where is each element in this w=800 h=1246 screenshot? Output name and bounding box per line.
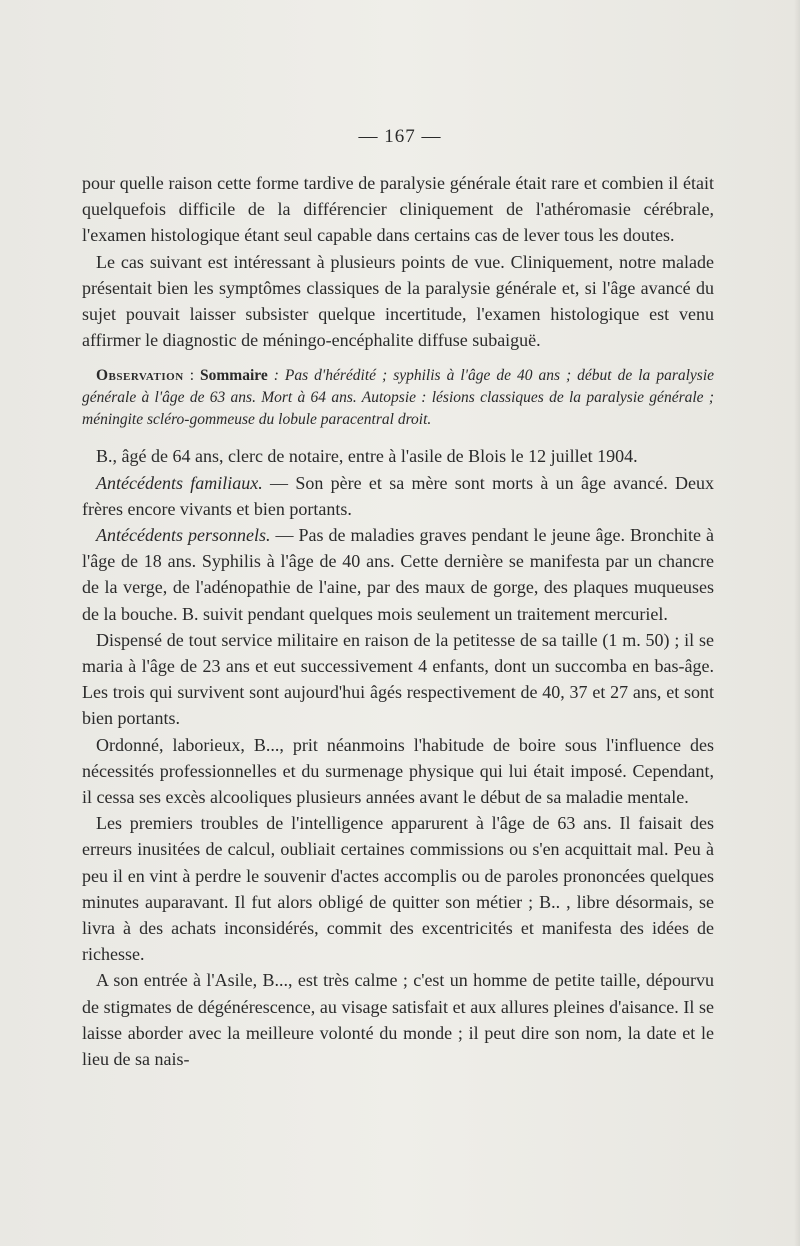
observation-summary (82, 365, 714, 431)
sommaire-label: Sommaire (200, 367, 268, 385)
page-text (82, 170, 714, 1072)
paragraph-case-entry: B., âgé de 64 ans, clerc de notaire, entre à l'asile de Blois le 12 juillet 1904. (96, 446, 638, 467)
intro-section (82, 170, 714, 353)
page-edge-shadow (794, 0, 800, 1246)
paragraph-first-troubles: Les premiers troubles de l'intelligence apparurent à l'âge de 63 ans. Il faisait des erreurs inusitées de calcul, oubliait certaines commissions ou s'en acquittait mal. Peu à peu il en vint à perdre le souvenir d'actes accomplis ou de paroles prononcées quelques minutes auparavant. Il fut alors obligé de quitter son métier ; B.. , libre désormais, se livra à des achats inconsidérés, commit des excentricités et manifesta des idées de richesse. (82, 813, 714, 965)
paragraph-intro-2: Le cas suivant est intéressant à plusieurs points de vue. Cliniquement, notre malade présentait bien les symptômes classiques de la paralysie générale et, si l'âge avancé du sujet pouvait laisser subsister quelque incertitude, l'examen histologique est venu affirmer le diagnostic de méningo-encéphalite diffuse subaiguë. (82, 251, 714, 351)
observation-label: Observation (96, 367, 184, 385)
family-history-label: Antécédents familiaux. (96, 472, 263, 493)
paragraph-intro-1: pour quelle raison cette forme tardive de paralysie générale était rare et combien il était quelquefois difficile de la différencier cliniquement de l'athéromasie cérébrale, l'examen histologique étant seul capable dans certains cas de lever tous les doutes. (82, 173, 714, 246)
sommaire-text: : Pas d'hérédité ; syphilis à l'âge de 40 ans ; début de la paralysie générale à l'âge de 63 ans. Mort à 64 ans. Autopsie : lésions classiques de la paralysie générale ; méningite scléro-gommeuse du lobule paracentral droit. (82, 367, 714, 429)
personal-history-label: Antécédents personnels. (96, 525, 271, 546)
case-section (82, 443, 714, 1072)
paragraph-admission: A son entrée à l'Asile, B..., est très calme ; c'est un homme de petite taille, dépourvu de stigmates de dégénérescence, au visage satisfait et aux allures pleines d'aisance. Il se laisse aborder avec la meilleure volonté du monde ; il peut dire son nom, la date et le lieu de sa nais- (82, 970, 714, 1070)
family-history-text: — Son père et sa mère sont morts à un âge avancé. Deux frères encore vivants et bien portants. (82, 472, 714, 519)
paragraph-habits: Ordonné, laborieux, B..., prit néanmoins l'habitude de boire sous l'influence des nécessités professionnelles et du surmenage physique qui lui était imposé. Cependant, il cessa ses excès alcooliques plusieurs années avant le début de sa maladie mentale. (82, 734, 714, 808)
page-number: — 167 — (358, 126, 442, 147)
paragraph-personal-history (82, 522, 714, 627)
paragraph-military: Dispensé de tout service militaire en raison de la petitesse de sa taille (1 m. 50) ; il se maria à l'âge de 23 ans et eut successivement 4 enfants, dont un succomba en bas-âge. Les trois qui survivent sont aujourd'hui âgés respectivement de 40, 37 et 27 ans, et sont bien portants. (82, 629, 714, 729)
personal-history-text: — Pas de maladies graves pendant le jeune âge. Bronchite à l'âge de 18 ans. Syphilis à l'âge de 40 ans. Cette dernière se manifesta par un chancre de la verge, de l'adénopathie de l'aine, par des maux de gorge, des plaques muqueuses de la bouche. B. suivit pendant quelques mois seulement un traitement mercuriel. (82, 525, 714, 624)
observation-separator: : (183, 367, 201, 385)
paragraph-family-history (82, 470, 714, 522)
